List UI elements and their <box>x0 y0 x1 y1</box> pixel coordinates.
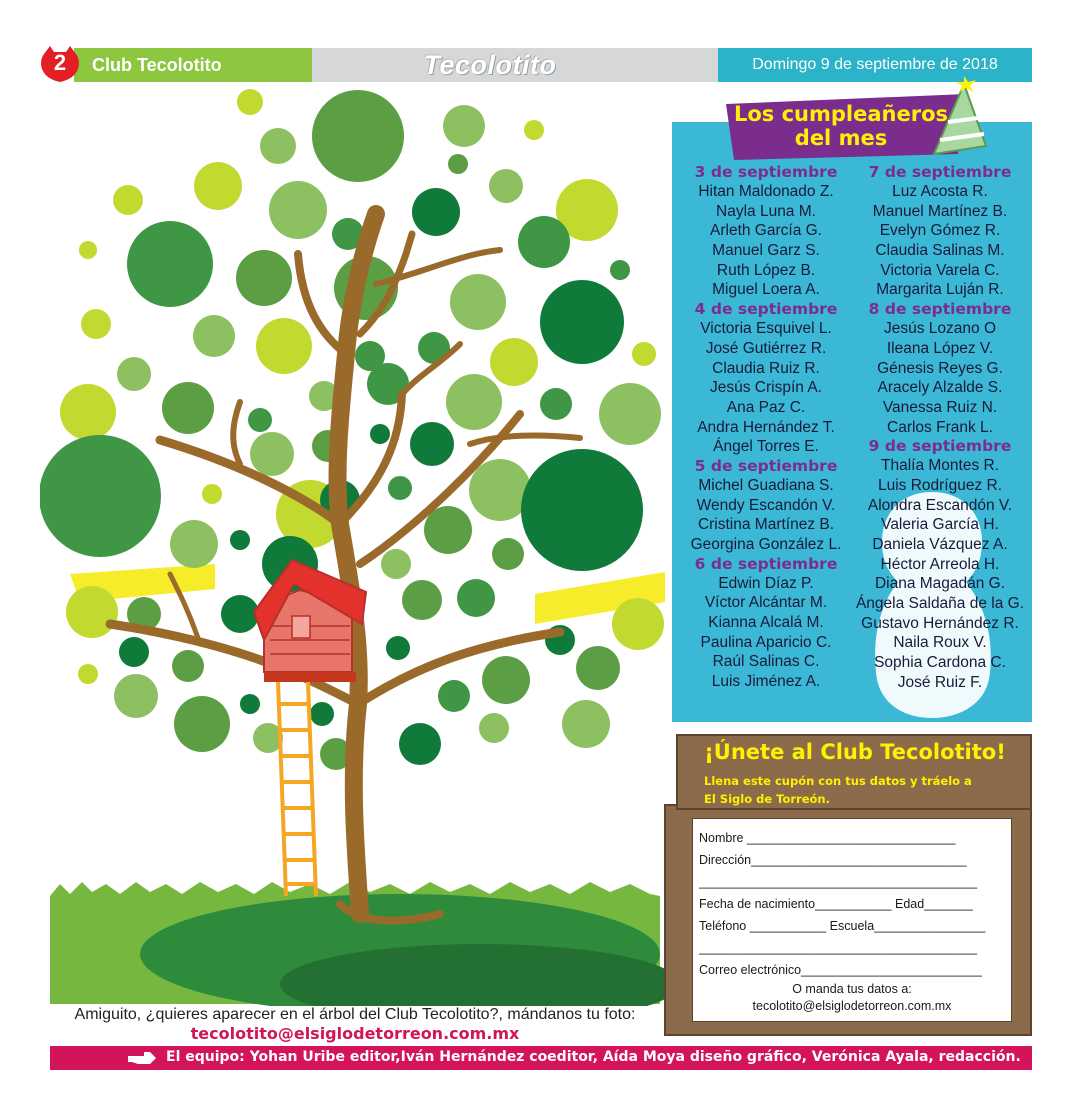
issue-date: Domingo 9 de septiembre de 2018 <box>752 56 998 73</box>
birthday-name: Wendy Escandón V. <box>696 496 836 514</box>
join-title: ¡Únete al Club Tecolotito! <box>704 740 1006 764</box>
birthday-name: Hitan Maldonado Z. <box>698 183 834 200</box>
birthday-name: Claudia Salinas M. <box>875 242 1005 260</box>
birthday-name: Thalía Montes R. <box>880 457 1000 475</box>
date-heading: 3 de septiembre <box>694 163 838 181</box>
hand-pointer-icon <box>128 1050 156 1066</box>
birthday-name: Sophia Cardona C. <box>874 654 1006 672</box>
birthday-name: Georgina González L. <box>690 536 842 553</box>
address-field[interactable]: Dirección_______________________________ <box>699 853 967 867</box>
birthdays-title-line1: Los cumpleañeros <box>733 102 949 126</box>
address-field-line2[interactable]: ________________________________________ <box>699 875 978 889</box>
birthday-name: Paulina Aparicio C. <box>700 633 832 651</box>
birthday-name: Miguel Loera A. <box>712 281 820 299</box>
birthday-name: Carlos Frank L. <box>887 418 993 436</box>
birthday-name: Aracely Alzalde S. <box>877 379 1003 397</box>
birthday-name: Héctor Arreola H. <box>880 555 1000 573</box>
date-heading: 9 de septiembre <box>868 437 1012 456</box>
birthday-name: José Ruiz F. <box>897 673 983 691</box>
date-heading: 5 de septiembre <box>694 456 838 475</box>
join-subtitle-line2: El Siglo de Torreón. <box>704 792 830 806</box>
birthday-name: Génesis Reyes G. <box>877 359 1003 377</box>
phone-school-field[interactable]: Teléfono ___________ Escuela________________ <box>699 919 986 933</box>
coupon-email: tecolotito@elsiglodetorreon.com.mx <box>752 999 952 1013</box>
birthday-name: Ruth López B. <box>716 261 816 279</box>
tree-illustration <box>40 84 670 1006</box>
photo-email-link[interactable]: tecolotito@elsiglodetorreon.com.mx <box>190 1024 520 1043</box>
birthday-name: Luz Acosta R. <box>892 183 988 200</box>
birthdays-column-left <box>682 163 850 692</box>
birthday-name: Victoria Varela C. <box>880 261 1000 279</box>
date-heading: 6 de septiembre <box>694 554 838 573</box>
date-heading: 8 de septiembre <box>868 300 1012 319</box>
birthdate-age-field[interactable]: Fecha de nacimiento___________ Edad_______ <box>699 897 973 911</box>
birthday-name: Michel Guadiana S. <box>698 476 834 494</box>
birthday-name: Diana Magadán G. <box>874 575 1006 593</box>
birthday-name: Cristina Martínez B. <box>697 516 835 534</box>
birthday-name: Daniela Vázquez A. <box>872 536 1008 553</box>
birthday-name: Gustavo Hernández R. <box>861 614 1019 632</box>
birthday-name: Margarita Luján R. <box>876 281 1004 299</box>
birthday-name: Naila Roux V. <box>893 634 987 652</box>
birthday-name: José Gutiérrez R. <box>705 339 827 357</box>
birthday-name: Alondra Escandón V. <box>867 496 1013 514</box>
party-hat-icon <box>926 76 992 166</box>
name-field[interactable]: Nombre ______________________________ <box>699 831 956 845</box>
birthday-name: Evelyn Gómez R. <box>879 222 1001 240</box>
birthday-name: Nayla Luna M. <box>716 202 816 220</box>
birthday-name: Claudia Ruiz R. <box>712 359 820 377</box>
birthday-name: Jesús Crispín A. <box>710 379 822 397</box>
page-number: 2 <box>53 50 67 75</box>
extra-field-line[interactable]: ________________________________________ <box>699 941 978 955</box>
birthday-name: Luis Rodríguez R. <box>877 476 1003 494</box>
date-heading: 4 de septiembre <box>694 300 838 319</box>
birthdays-column-right <box>852 163 1028 693</box>
section-title: Club Tecolotito <box>92 55 222 75</box>
birthday-name: Valeria García H. <box>881 516 999 534</box>
tecolotito-logo: Tecolotito <box>423 50 557 80</box>
birthday-name: Andra Hernández T. <box>697 418 835 436</box>
ladder <box>278 682 316 896</box>
birthday-name: Ángela Saldaña de la G. <box>855 595 1025 613</box>
birthday-name: Ángel Torres E. <box>713 438 819 456</box>
birthday-name: Luis Jiménez A. <box>711 673 821 691</box>
birthday-name: Victoria Esquivel L. <box>700 320 832 338</box>
coupon-form <box>692 818 1012 1022</box>
page-number-badge <box>38 44 82 84</box>
birthday-name: Ileana López V. <box>886 339 994 357</box>
birthday-name: Manuel Garz S. <box>712 242 820 260</box>
date-heading: 7 de septiembre <box>868 163 1012 181</box>
or-send-label: O manda tus datos a: <box>792 982 912 996</box>
birthday-name: Manuel Martínez B. <box>872 202 1008 220</box>
birthday-name: Jesús Lozano O <box>883 320 996 338</box>
photo-invite-text: Amiguito, ¿quieres aparecer en el árbol del Club Tecolotito?, mándanos tu foto: <box>74 1006 636 1023</box>
birthday-name: Ana Paz C. <box>726 398 806 416</box>
birthday-name: Arleth García G. <box>710 222 822 240</box>
birthday-name: Edwin Díaz P. <box>718 574 814 592</box>
join-subtitle-line1: Llena este cupón con tus datos y tráelo a <box>704 774 972 788</box>
birthday-name: Vanessa Ruiz N. <box>882 398 998 416</box>
team-credits: El equipo: Yohan Uribe editor,Iván Hernández coeditor, Aída Moya diseño gráfico, Verónica Ayala, redacción. <box>166 1049 1021 1065</box>
birthday-name: Víctor Alcántar M. <box>704 594 828 612</box>
birthday-name: Kianna Alcalá M. <box>708 614 824 632</box>
email-field[interactable]: Correo electrónico__________________________ <box>699 963 982 977</box>
birthday-name: Raúl Salinas C. <box>712 653 820 671</box>
join-subtitle <box>704 772 1024 808</box>
birthdays-title-line2: del mes <box>794 126 888 150</box>
